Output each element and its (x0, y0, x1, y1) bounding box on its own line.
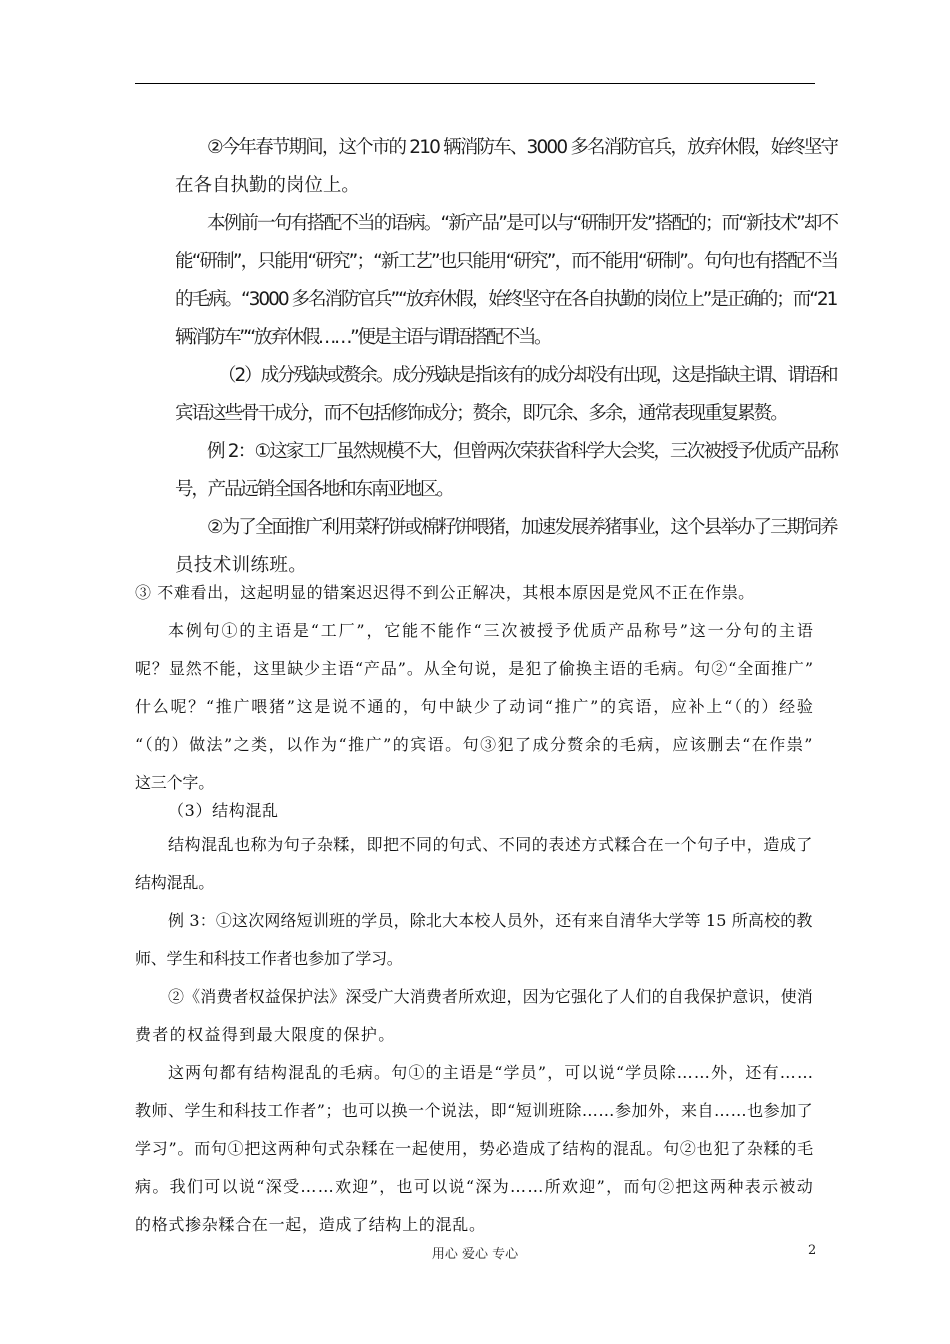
text-line: 员技术训练班。 (175, 555, 308, 576)
text-line: 例 3：①这次网络短训班的学员，除北大本校人员外，还有来自清华大学等 15 所高校的教 (168, 911, 813, 930)
text-line: ②今年春节期间，这个市的 210 辆消防车、3000 多名消防官兵，放弃休假，始终坚守 (207, 137, 838, 158)
text-line: 在各自执勤的岗位上。 (175, 175, 360, 196)
text-line: （2）成分残缺或赘余。成分残缺是指该有的成分却没有出现，这是指缺主谓、谓语和 (218, 365, 837, 386)
text-line: 结构混乱也称为句子杂糅，即把不同的句式、不同的表述方式糅合在一个句子中，造成了 (168, 835, 813, 854)
text-line: 师、学生和科技工作者也参加了学习。 (135, 949, 403, 968)
text-line: 本例句①的主语是“工厂”，它能不能作“三次被授予优质产品称号”这一分句的主语 (168, 621, 815, 640)
page-number: 2 (808, 1243, 817, 1258)
text-line: 例 2：①这家工厂虽然规模不大，但曾两次荣获省科学大会奖，三次被授予优质产品称 (207, 441, 838, 462)
text-line: 的格式掺杂糅合在一起，造成了结构上的混乱。 (135, 1215, 486, 1234)
text-line: 这两句都有结构混乱的毛病。句①的主语是“学员”，可以说“学员除……外，还有…… (168, 1063, 815, 1082)
text-line: 宾语这些骨干成分，而不包括修饰成分；赘余，即冗余、多余，通常表现重复累赘。 (175, 403, 787, 424)
text-line: 教师、学生和科技工作者”；也可以换一个说法，即“短训班除……参加外，来自……也参加了 (135, 1101, 814, 1120)
text-line: 号，产品远销全国各地和东南亚地区。 (175, 479, 453, 500)
section-heading: （3）结构混乱 (168, 801, 279, 820)
text-line: 什么呢？“推广喂猪”这是说不通的，句中缺少了动词“推广”的宾语，应补上“（的）经验 (135, 697, 815, 716)
text-line: 本例前一句有搭配不当的语病。“新产品”是可以与“研制开发”搭配的；而“新技术”却不 (207, 213, 838, 234)
text-line: 学习”。而句①把这两种句式杂糅在一起使用，势必造成了结构的混乱。句②也犯了杂糅的毛 (135, 1139, 814, 1158)
text-line: 这三个字。 (135, 773, 215, 792)
text-line: 费者的权益得到最大限度的保护。 (135, 1025, 396, 1044)
text-line: ③ 不难看出，这起明显的错案迟迟得不到公正解决，其根本原因是党风不正在作祟。 (135, 583, 755, 602)
text-line: 病。我们可以说“深受……欢迎”，也可以说“深为……所欢迎”，而句②把这两种表示被动 (135, 1177, 815, 1196)
text-line: 能“研制”，只能用“研究”；“新工艺”也只能用“研究”，而不能用“研制”。句句也有搭配不当 (175, 251, 838, 272)
text-line: 的毛病。“3000 多名消防官兵”“放弃休假，始终坚守在各自执勤的岗位上”是正确的；而“21 (175, 289, 837, 310)
text-line: 呢？显然不能，这里缺少主语“产品”。从全句说，是犯了偷换主语的毛病。句②“全面推广” (135, 659, 814, 678)
text-line: 辆消防车”“放弃休假……”便是主语与谓语搭配不当。 (175, 327, 551, 348)
text-line: ②《消费者权益保护法》深受广大消费者所欢迎，因为它强化了人们的自我保护意识，使消 (168, 987, 813, 1006)
text-line: 结构混乱。 (135, 873, 215, 892)
text-line: “（的）做法”之类，以作为“推广”的宾语。句③犯了成分赘余的毛病，应该删去“在作祟” (135, 735, 814, 754)
header-rule (135, 83, 815, 84)
text-line: ②为了全面推广利用菜籽饼或棉籽饼喂猪，加速发展养猪事业，这个县举办了三期饲养 (207, 517, 837, 538)
footer-slogan: 用心 爱心 专心 (431, 1247, 519, 1262)
